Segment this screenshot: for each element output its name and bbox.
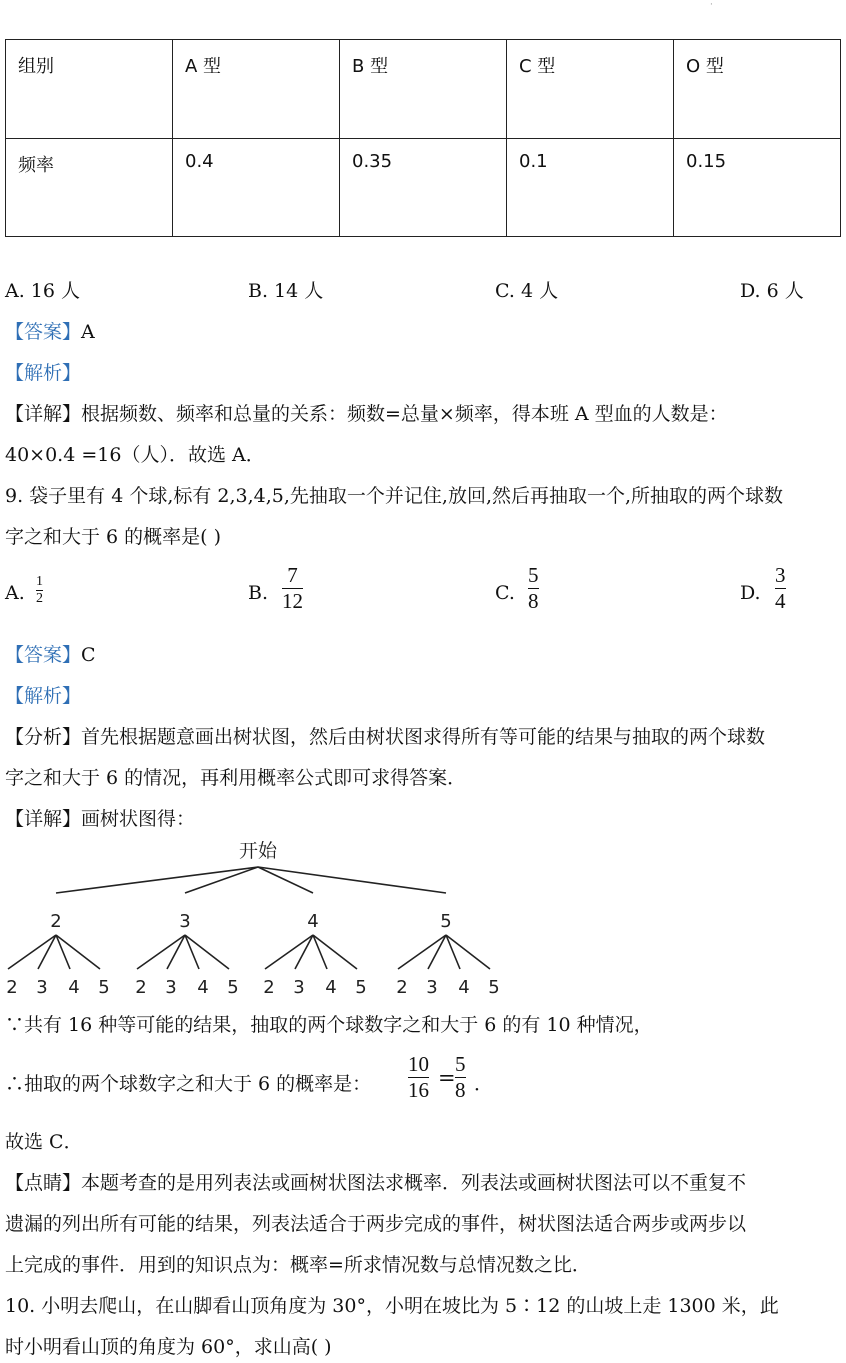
q10-stem-line2: 时小明看山顶的角度为 60°，求山高( ) [5, 1336, 332, 1358]
dianjing-tag: 【点睛】 [5, 1172, 82, 1194]
detail-tag: 【详解】 [5, 808, 82, 830]
answer-tag: 【答案】 [5, 644, 82, 666]
table-cell: 0.35 [340, 138, 507, 237]
detail-text: 根据频数、频率和总量的关系：频数=总量×频率，得本班 A 型血的人数是： [81, 403, 728, 425]
tree-branch-label: 2 [50, 911, 62, 932]
tree-leaf-label: 2 [6, 977, 18, 998]
detail-tag: 【详解】 [5, 403, 82, 425]
denominator: 4 [775, 589, 786, 613]
tree-branch-label: 4 [307, 911, 319, 932]
tree-leaf-edge [8, 935, 56, 969]
tree-leaf-label: 2 [396, 977, 408, 998]
q9-option-c-fraction [528, 563, 539, 614]
table-cell: O 型 [674, 40, 841, 139]
tree-leaf-label: 5 [355, 977, 367, 998]
q9-option-a-fraction [36, 574, 43, 607]
table-cell: 0.1 [507, 138, 674, 237]
q8-analysis-tag: 【解析】 [5, 362, 82, 384]
tree-diagram [0, 835, 520, 1005]
tree-leaf-label: 4 [458, 977, 470, 998]
q9-stem-line2: 字之和大于 6 的概率是( ) [5, 526, 222, 548]
tree-branch-edge [56, 867, 258, 893]
table-cell: 0.4 [173, 138, 340, 237]
tree-leaf-label: 4 [68, 977, 80, 998]
q9-option-d-label: D. [740, 582, 761, 604]
tree-root-label: 开始 [238, 840, 278, 862]
q9-detail [5, 804, 195, 831]
tree-leaf-edge [167, 935, 185, 969]
q9-analysis-tag: 【解析】 [5, 685, 82, 707]
dianjing-line3: 上完成的事件．用到的知识点为：概率=所求情况数与总情况数之比． [5, 1254, 591, 1276]
answer-value: A [81, 321, 95, 343]
table-header-row [6, 40, 841, 139]
tree-leaf-label: 2 [263, 977, 275, 998]
tree-branch-label: 5 [440, 911, 452, 932]
dianjing-line2: 遗漏的列出所有可能的结果，列表法适合于两步完成的事件，树状图法适合两步或两步以 [5, 1213, 747, 1235]
table-cell: 0.15 [674, 138, 841, 237]
numerator: 3 [775, 563, 786, 587]
detail-text: 画树状图得： [81, 808, 196, 830]
tree-leaf-edge [38, 935, 56, 969]
q8-detail-line1 [5, 399, 728, 426]
tree-leaf-label: 5 [227, 977, 239, 998]
fenxi-text: 首先根据题意画出树状图，然后由树状图求得所有等可能的结果与抽取的两个球数 [81, 726, 766, 748]
q10-stem-line1: 10. 小明去爬山，在山脚看山顶角度为 30°，小明在坡比为 5∶12 的山坡上走 1300 米，此 [5, 1295, 779, 1317]
numerator: 7 [287, 563, 298, 587]
denominator: 12 [282, 589, 303, 613]
q9-answer [5, 640, 96, 667]
therefore-text: ∴抽取的两个球数字之和大于 6 的概率是： [5, 1073, 372, 1095]
result-fraction-2 [455, 1052, 466, 1103]
tree-leaf-edge [295, 935, 313, 969]
q9-option-b-fraction [282, 563, 303, 614]
numerator: 5 [455, 1052, 466, 1076]
tree-leaf-label: 4 [325, 977, 337, 998]
denominator: 16 [408, 1078, 429, 1102]
numerator: 10 [408, 1052, 429, 1076]
q8-option-d: D. 6 人 [740, 280, 804, 302]
table-cell: A 型 [173, 40, 340, 139]
tree-branch-label: 3 [179, 911, 191, 932]
choose-line: 故选 C． [5, 1131, 83, 1153]
table-cell: B 型 [340, 40, 507, 139]
equals-sign: = [438, 1066, 456, 1090]
q8-option-c: C. 4 人 [495, 280, 559, 302]
tree-leaf-label: 3 [165, 977, 177, 998]
q9-stem-line1: 9. 袋子里有 4 个球,标有 2,3,4,5,先抽取一个并记住,放回,然后再抽取一个,所抽取的两个球数 [5, 485, 784, 507]
tree-leaf-edge [398, 935, 446, 969]
tree-leaf-label: 5 [98, 977, 110, 998]
tree-leaf-edge [428, 935, 446, 969]
because-line: ∵共有 16 种等可能的结果，抽取的两个球数字之和大于 6 的有 10 种情况， [5, 1014, 653, 1036]
tree-leaf-label: 3 [293, 977, 305, 998]
result-end: ． [474, 1073, 494, 1095]
table-cell: C 型 [507, 40, 674, 139]
table-row [6, 138, 841, 237]
tree-leaf-label: 3 [36, 977, 48, 998]
q8-option-a: A. 16 人 [5, 280, 81, 302]
fenxi-tag: 【分析】 [5, 726, 82, 748]
q8-option-b: B. 14 人 [248, 280, 324, 302]
tree-leaf-label: 5 [488, 977, 500, 998]
q9-option-c-label: C. [495, 582, 515, 604]
tree-leaf-edge [137, 935, 185, 969]
table-cell: 频率 [6, 138, 173, 237]
tree-leaf-label: 2 [135, 977, 147, 998]
numerator: 5 [528, 563, 539, 587]
q9-option-d-fraction [775, 563, 786, 614]
denominator: 8 [528, 589, 539, 613]
q8-answer [5, 317, 95, 344]
tree-leaf-edge [265, 935, 313, 969]
q9-option-b-label: B. [248, 582, 269, 604]
tree-leaf-label: 4 [197, 977, 209, 998]
numerator: 1 [36, 574, 43, 589]
q9-fenxi-line1 [5, 722, 765, 749]
dianjing-text: 本题考查的是用列表法或画树状图法求概率．列表法或画树状图法可以不重复不 [81, 1172, 747, 1194]
result-fraction-1 [408, 1052, 429, 1103]
q8-detail-line2: 40×0.4 =16（人）．故选 A． [5, 444, 265, 466]
tree-leaf-label: 3 [426, 977, 438, 998]
page-mark: · [710, 0, 713, 10]
denominator: 2 [36, 591, 43, 606]
table-cell: 组别 [6, 40, 173, 139]
dianjing-line1 [5, 1168, 746, 1195]
answer-value: C [81, 644, 96, 666]
q9-option-a-label: A. [5, 582, 25, 604]
answer-tag: 【答案】 [5, 321, 82, 343]
denominator: 8 [455, 1078, 466, 1102]
q9-fenxi-line2: 字之和大于 6 的情况，再利用概率公式即可求得答案． [5, 767, 467, 789]
blood-type-table [5, 39, 841, 237]
